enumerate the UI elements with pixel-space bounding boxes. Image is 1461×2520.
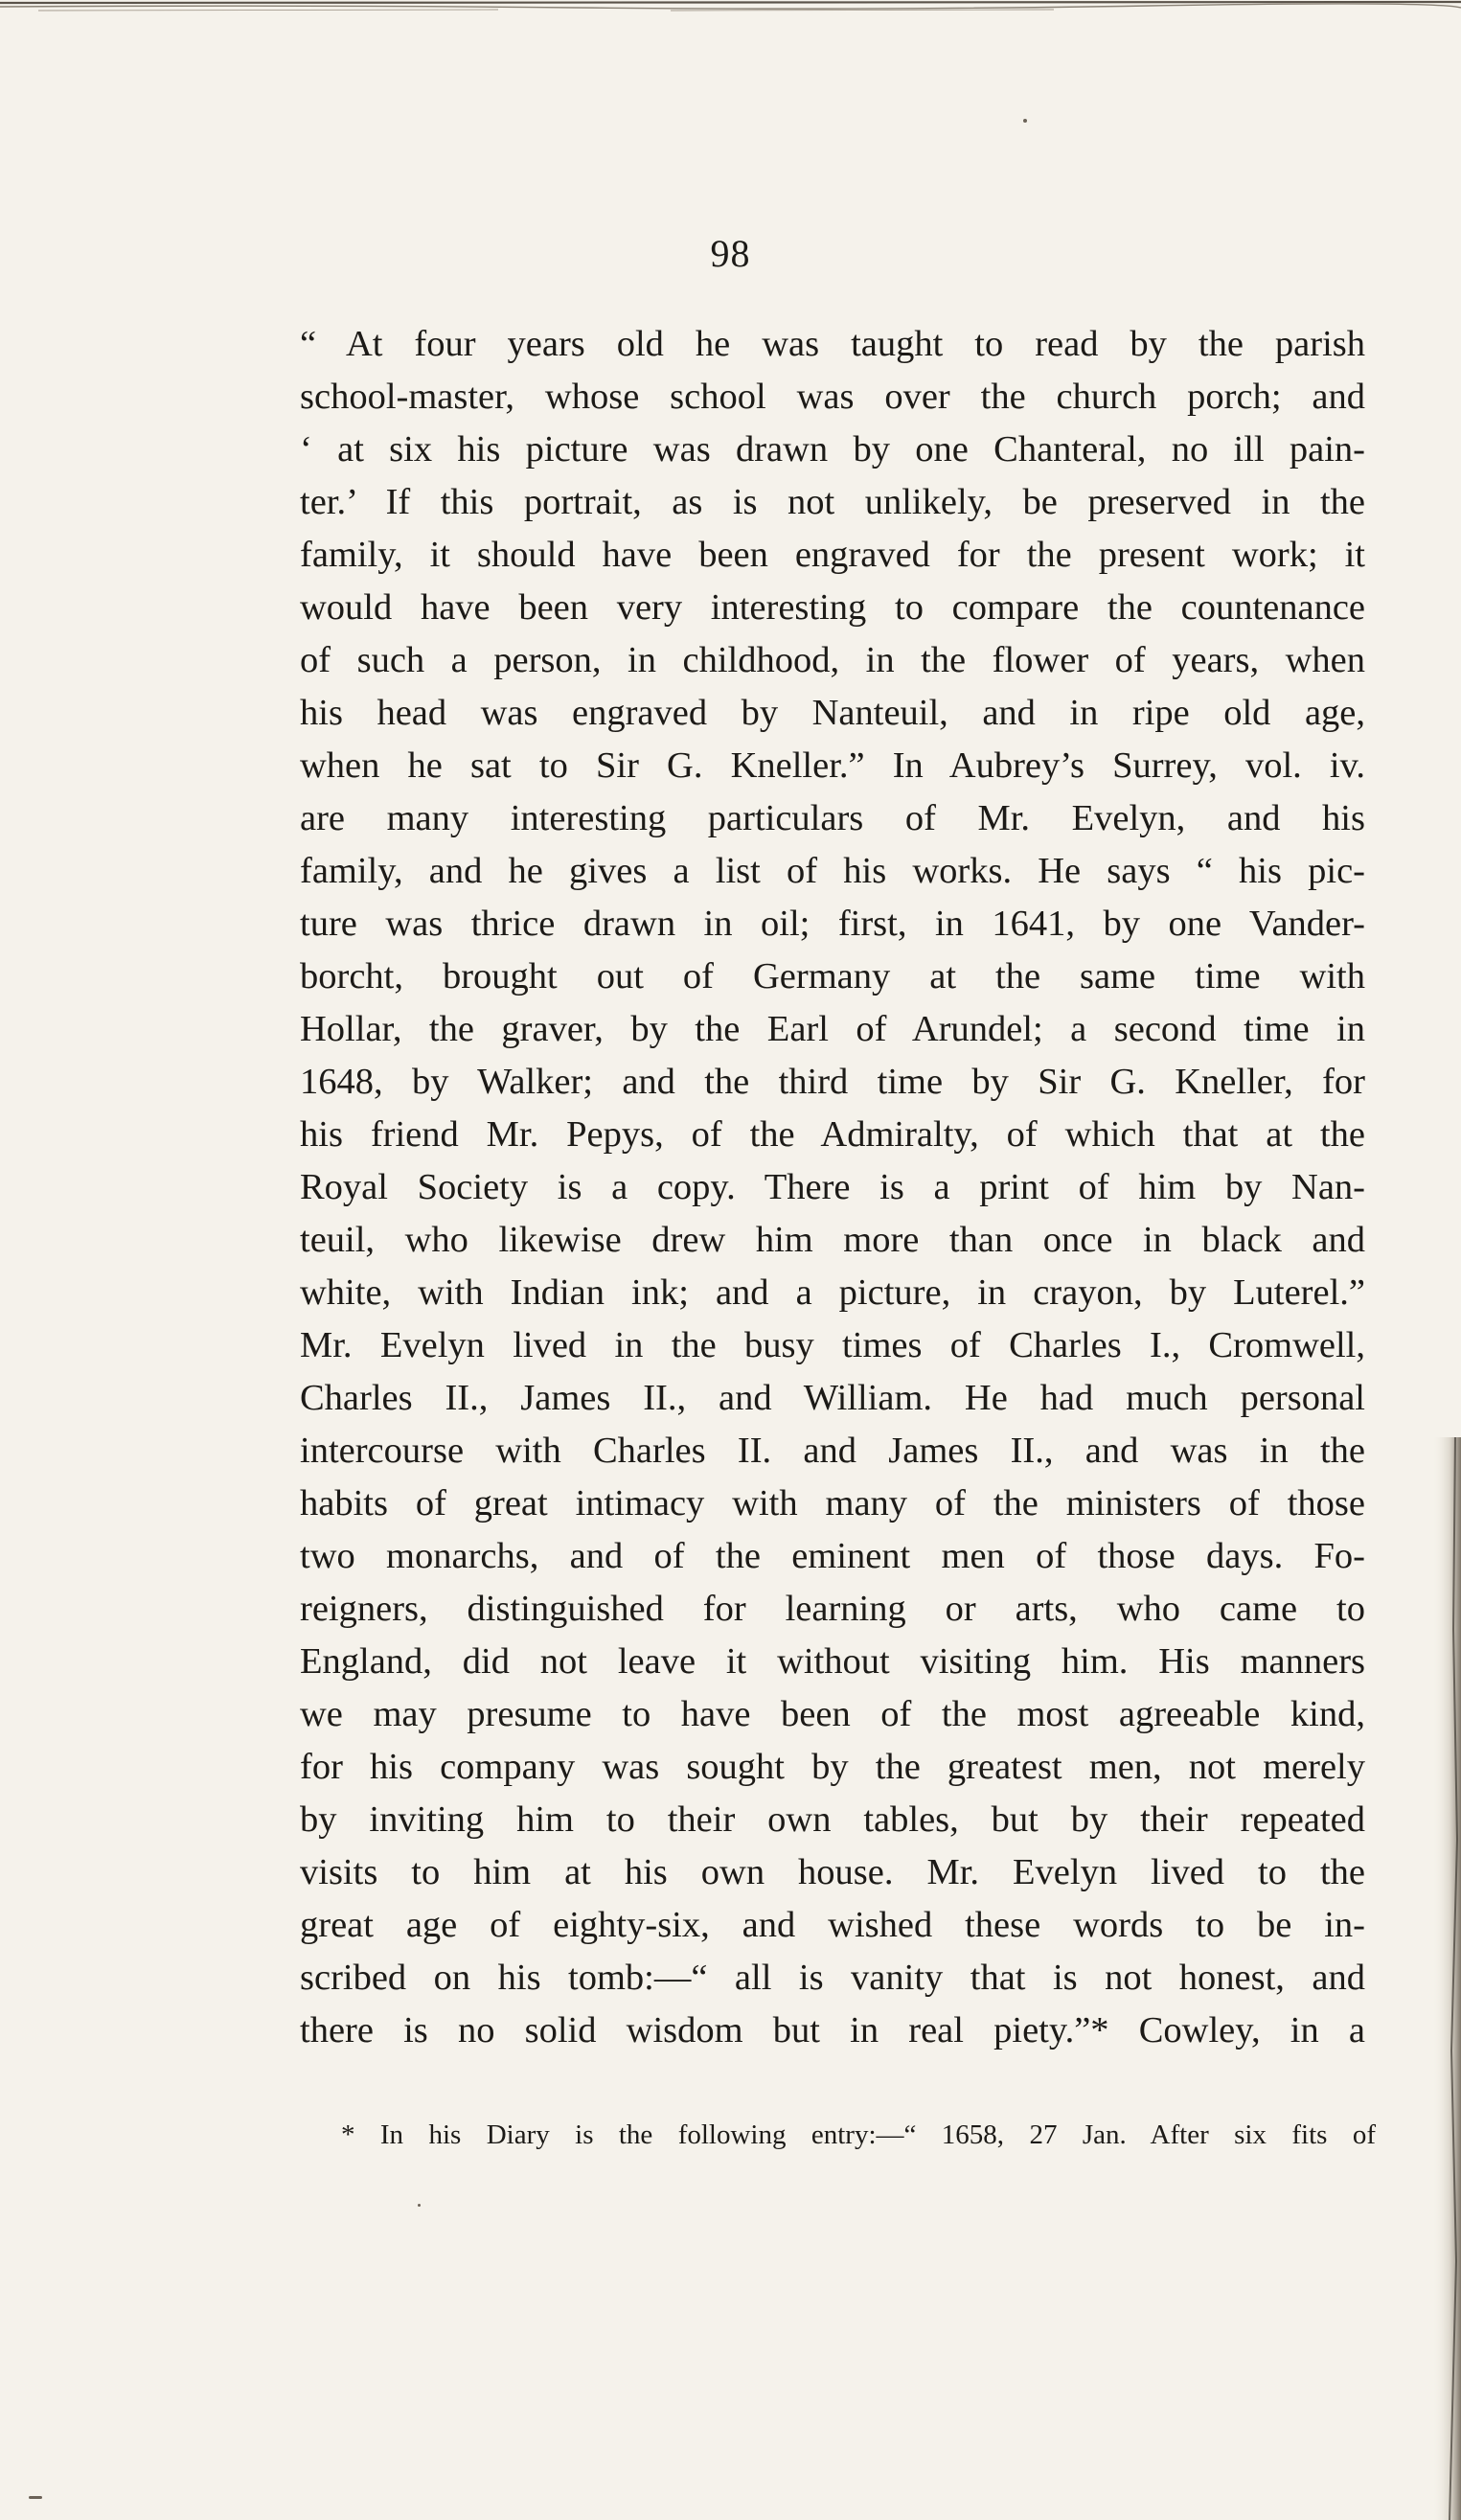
text-line: intercourse with Charles II. and James II., and was in the [300, 1431, 1365, 1471]
text-line: school-master, whose school was over the church porch; and [300, 377, 1365, 417]
paper-speck [418, 2204, 421, 2207]
text-line: Royal Society is a copy. There is a print of him by Nan- [300, 1167, 1365, 1207]
text-line: Hollar, the graver, by the Earl of Arundel; a second time in [300, 1009, 1365, 1049]
text-line: scribed on his tomb:—“ all is vanity that is not honest, and [300, 1958, 1365, 1998]
text-line: ture was thrice drawn in oil; first, in 1641, by one Vander- [300, 904, 1365, 944]
text-line: his friend Mr. Pepys, of the Admiralty, of which that at the [300, 1114, 1365, 1155]
page-edge-shadow [1404, 1437, 1461, 2520]
text-line: there is no solid wisdom but in real piety.”* Cowley, in a [300, 2010, 1365, 2050]
text-line: visits to him at his own house. Mr. Evelyn lived to the [300, 1852, 1365, 1892]
text-line: reigners, distinguished for learning or arts, who came to [300, 1589, 1365, 1629]
text-line: when he sat to Sir G. Kneller.” In Aubrey’s Surrey, vol. iv. [300, 745, 1365, 786]
text-line: “ At four years old he was taught to read by the parish [300, 324, 1365, 364]
text-line: white, with Indian ink; and a picture, in crayon, by Luterel.” [300, 1272, 1365, 1313]
text-line: by inviting him to their own tables, but by their repeated [300, 1799, 1365, 1840]
text-line: of such a person, in childhood, in the flower of years, when [300, 640, 1365, 680]
text-line: family, it should have been engraved for the present work; it [300, 535, 1365, 575]
footnote: * In his Diary is the following entry:—“ 1658, 27 Jan. After six fits of [341, 2119, 1376, 2150]
text-line: teuil, who likewise drew him more than once in black and [300, 1220, 1365, 1260]
text-line: ‘ at six his picture was drawn by one Chanteral, no ill pain- [300, 429, 1365, 470]
text-line: would have been very interesting to compare the countenance [300, 587, 1365, 628]
text-line: for his company was sought by the greatest men, not merely [300, 1747, 1365, 1787]
text-line: Charles II., James II., and William. He had much personal [300, 1378, 1365, 1418]
text-line: two monarchs, and of the eminent men of those days. Fo- [300, 1536, 1365, 1576]
text-line: great age of eighty-six, and wished these words to be in- [300, 1905, 1365, 1945]
text-line: we may presume to have been of the most agreeable kind, [300, 1694, 1365, 1734]
text-line: habits of great intimacy with many of the ministers of those [300, 1483, 1365, 1523]
page-number: 98 [710, 232, 751, 275]
paper-speck [1023, 119, 1027, 123]
text-line: borcht, brought out of Germany at the same time with [300, 956, 1365, 997]
text-line: Mr. Evelyn lived in the busy times of Charles I., Cromwell, [300, 1325, 1365, 1365]
body-text [300, 318, 1365, 2057]
text-line: ter.’ If this portrait, as is not unlikely, be preserved in the [300, 482, 1365, 522]
text-line: family, and he gives a list of his works. He says “ his pic- [300, 851, 1365, 891]
text-line: are many interesting particulars of Mr. Evelyn, and his [300, 798, 1365, 838]
text-line: 1648, by Walker; and the third time by Sir G. Kneller, for [300, 1062, 1365, 1102]
top-edge-rule [0, 0, 1461, 13]
text-line: his head was engraved by Nanteuil, and in ripe old age, [300, 693, 1365, 733]
text-line: England, did not leave it without visiting him. His manners [300, 1641, 1365, 1682]
paper-speck [29, 2496, 42, 2499]
